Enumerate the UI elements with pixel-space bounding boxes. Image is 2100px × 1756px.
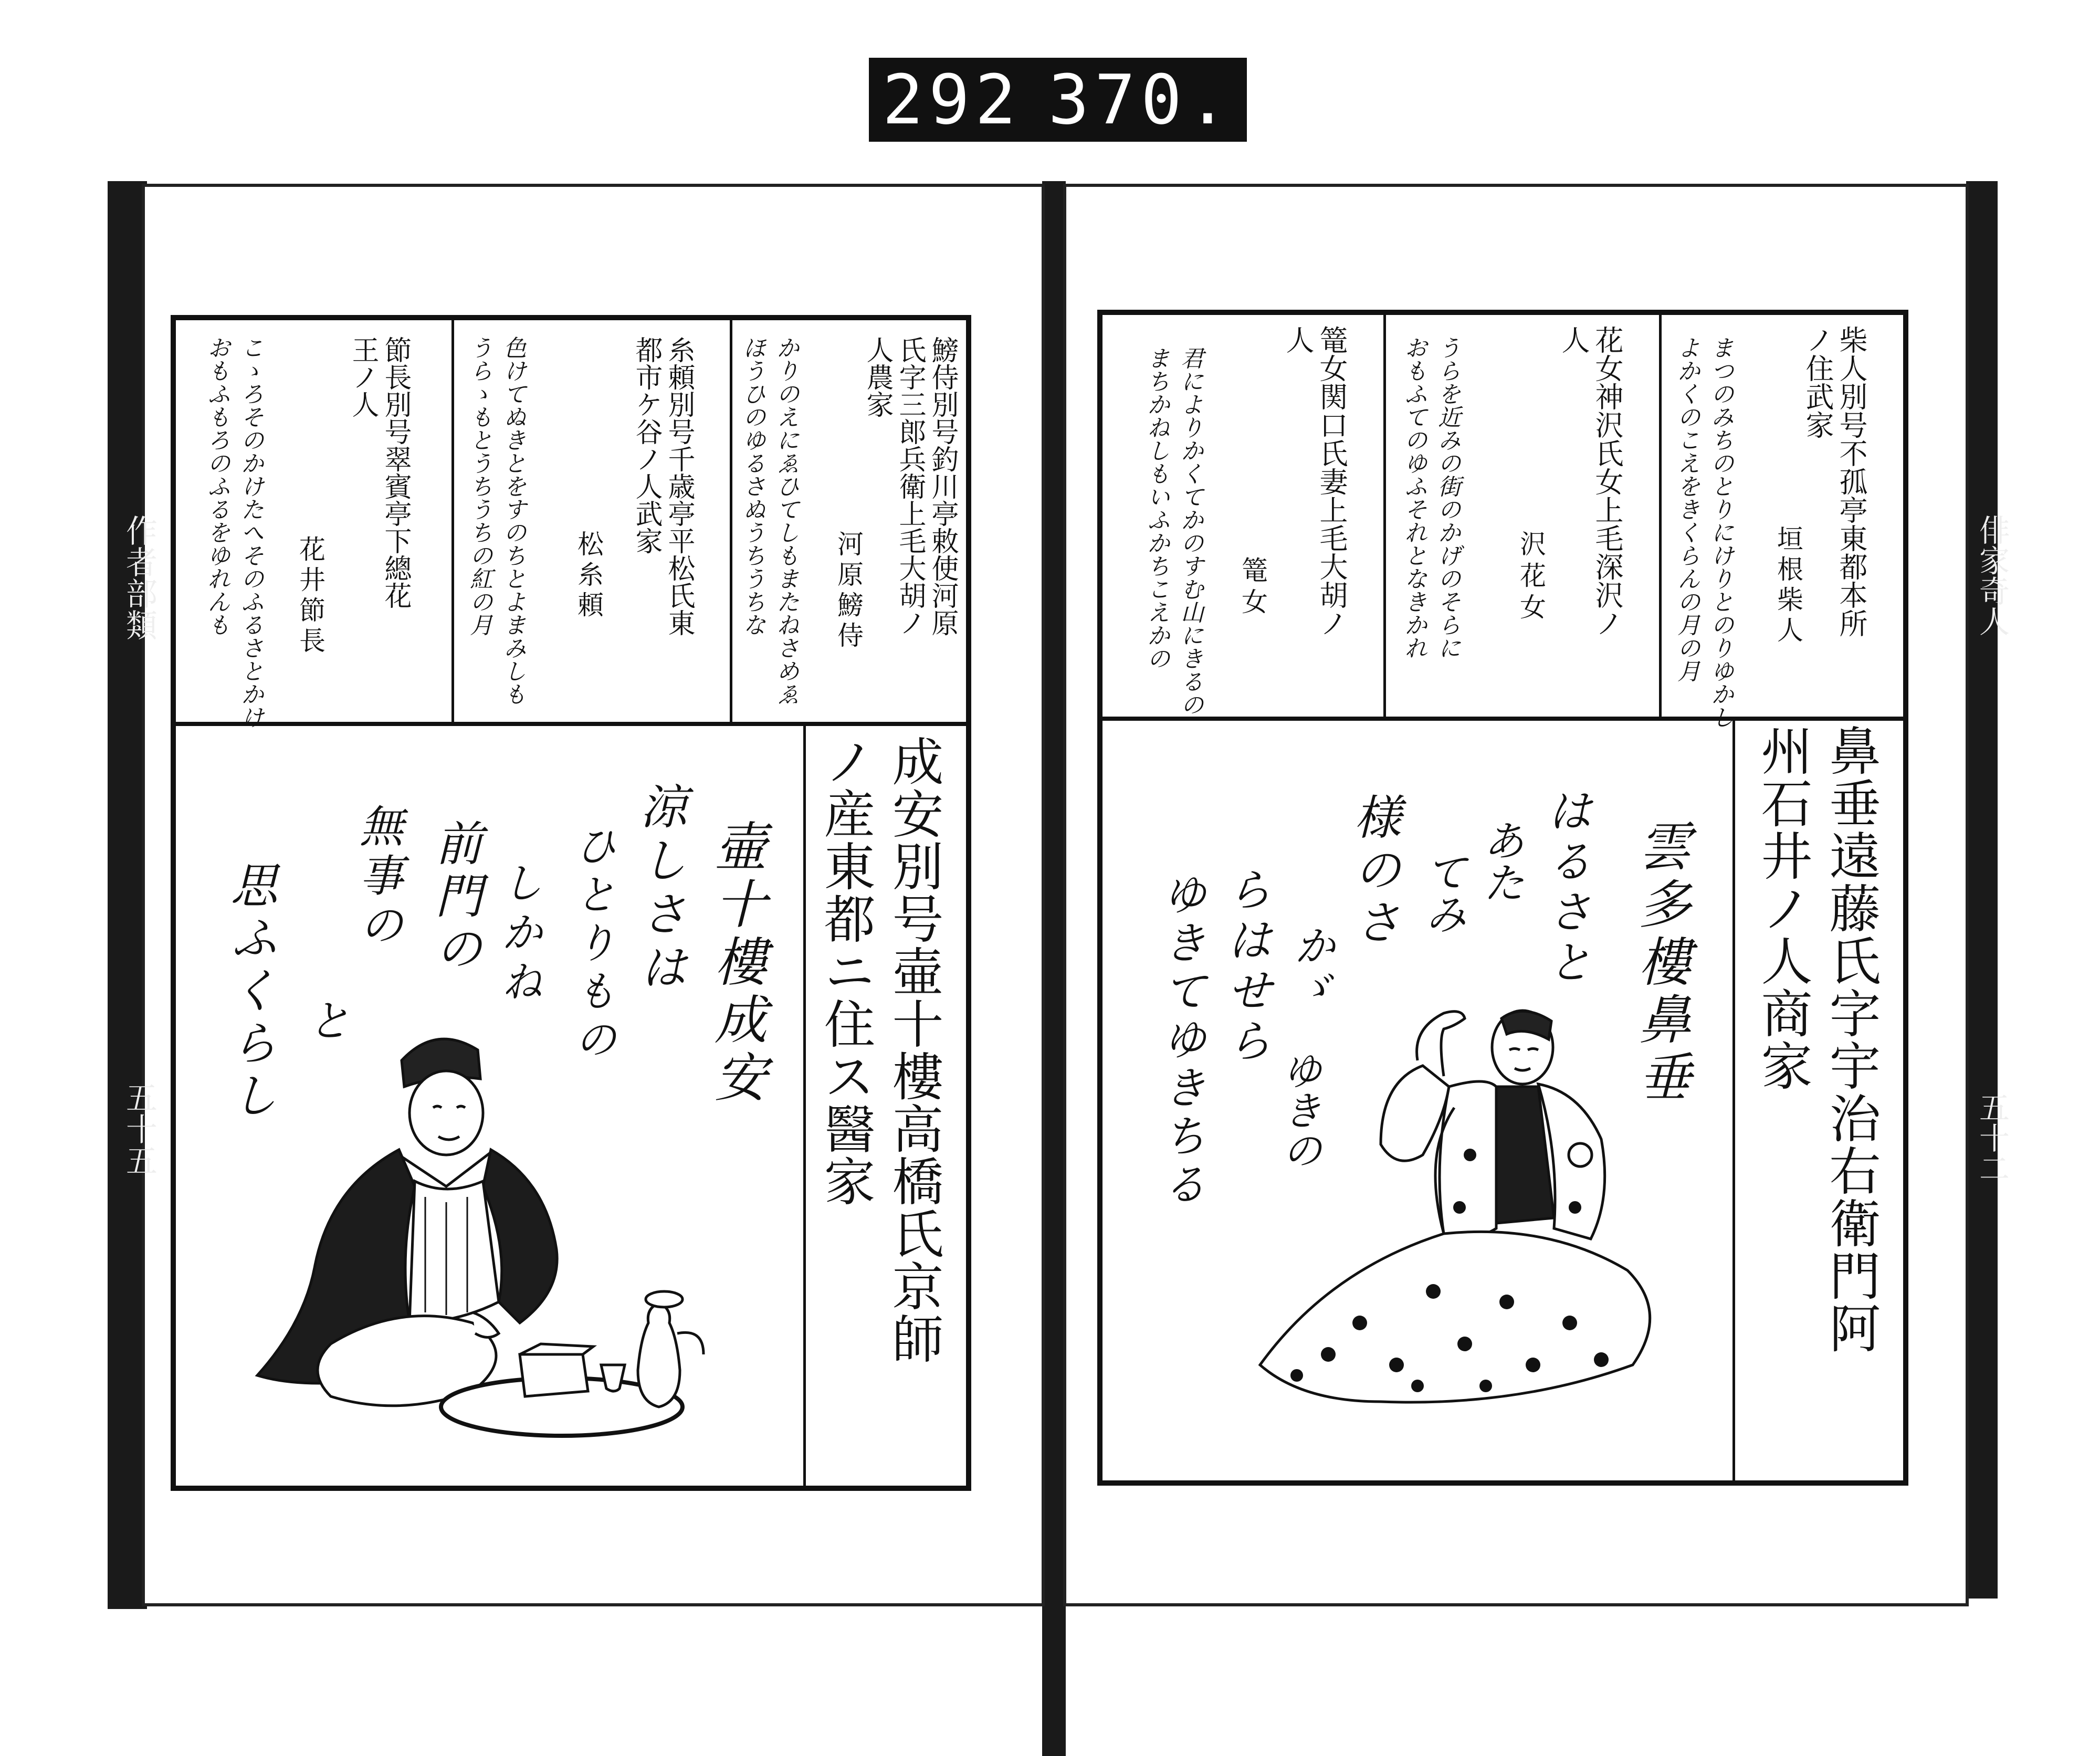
right-book-edge <box>1966 181 1998 1599</box>
right-bio-1-signature: 垣根柴人 <box>1773 525 1803 647</box>
left-calligraphy-2: 涼しさは <box>632 782 687 996</box>
right-bio-1-header: 柴人別号不孤亭東都本所 ノ住武家 <box>1801 325 1868 637</box>
right-main-bio-divider <box>1732 719 1735 1486</box>
left-bio-1-poem: かりのえにゑひてしもまたねさめゑ ほうひのゆるさぬうちうちな <box>739 336 799 706</box>
left-calligraphy-8: 思ふくらし <box>222 861 277 1123</box>
right-calligraphy-5: 様のさ <box>1346 793 1401 950</box>
left-margin-title: 作者部類 <box>121 514 158 640</box>
left-bio-3-signature: 花井節長 <box>295 535 326 657</box>
right-bio-3-poem: 君によりかくてかのすむ山にきるの まちかねしもいふかちこえかの <box>1143 346 1203 716</box>
right-bio-3-header: 篭女関口氏妻上毛大胡ノ 人 <box>1282 325 1348 637</box>
left-calligraphy-4: しかね <box>494 861 543 1009</box>
left-divider-horizontal <box>171 722 971 726</box>
right-bio-2-header: 花女神沢氏女上毛深沢ノ 人 <box>1557 325 1624 637</box>
left-col-divider-1 <box>730 315 732 724</box>
right-col-divider-1 <box>1659 310 1662 719</box>
right-calligraphy-1: 雲多樓鼻垂 <box>1630 819 1691 1108</box>
right-calligraphy-6: かゞ <box>1287 924 1336 1008</box>
frame-number-box <box>869 58 1247 142</box>
left-bio-3-poem: こゝろそのかけたへそのふるさとかけ おもふもろのふるをゆれんも <box>203 336 264 729</box>
right-calligraphy-2: はるさと <box>1539 787 1592 989</box>
left-calligraphy-6: 無事の <box>352 803 404 951</box>
left-calligraphy-1: 壷十樓成安 <box>706 819 767 1108</box>
right-calligraphy-8: ゆきの <box>1276 1050 1322 1170</box>
left-bio-2-poem: 色けてぬきとをすのちとよまみしも うらゝもとうちうちの紅の月 <box>466 336 526 706</box>
left-calligraphy-3: ひとりもの <box>568 824 616 1066</box>
right-main-bio: 鼻垂遠藤氏字宇治右衛門阿 州石井ノ人商家 <box>1752 724 1881 1354</box>
left-bio-2-header: 糸頼別号千歳亭平松氏東 都市ケ谷ノ人武家 <box>631 336 695 636</box>
left-col-divider-2 <box>452 315 454 724</box>
left-margin-folio: 五十五 <box>121 1081 158 1176</box>
right-bio-2-signature: 沢花女 <box>1516 530 1546 625</box>
right-illustration-seated-man <box>1223 997 1696 1444</box>
right-calligraphy-7: らはせら <box>1219 866 1272 1068</box>
right-margin-folio: 五十二 <box>1974 1092 2010 1183</box>
left-book-edge <box>108 181 147 1609</box>
frame-number-right: 370. <box>1048 60 1234 140</box>
center-gutter <box>1042 181 1066 1756</box>
right-calligraphy-3: あた <box>1476 819 1525 903</box>
right-bio-2-poem: うらを近みの街のかげのそらに おもふてのゆふそれとなきかれ <box>1400 336 1461 659</box>
right-bio-1-poem: まつのみちのとりにけりとのりゆかし よかくのこえをきくらんの月の月 <box>1673 336 1734 729</box>
left-bio-1-signature: 河原鰟侍 <box>833 530 864 652</box>
left-bio-3-header: 節長別号翠賓亭下總花 王ノ人 <box>347 336 411 609</box>
right-col-divider-2 <box>1383 310 1386 719</box>
left-bio-2-signature: 松糸頼 <box>573 530 604 622</box>
left-main-bio-divider <box>803 724 806 1491</box>
right-calligraphy-9: ゆきてゆきちる <box>1156 871 1207 1210</box>
right-margin-title: 俳家奇人 <box>1974 514 2010 636</box>
frame-number-left: 292 <box>882 60 1022 140</box>
left-calligraphy-5: 前門の <box>427 819 482 976</box>
left-calligraphy-7: と <box>300 997 351 1042</box>
right-bio-3-signature: 篭女 <box>1237 556 1268 619</box>
right-divider-horizontal <box>1097 717 1908 721</box>
left-bio-1-header: 鰟侍別号釣川亭敕使河原 氏字三郎兵衛上毛大胡ノ 人農家 <box>862 336 958 636</box>
right-calligraphy-4: てみ <box>1418 850 1467 934</box>
left-main-bio: 成安別号壷十樓高橋氏京師 ノ産東都ニ住ス醫家 <box>815 735 943 1365</box>
left-illustration-seated-man <box>226 1029 751 1449</box>
